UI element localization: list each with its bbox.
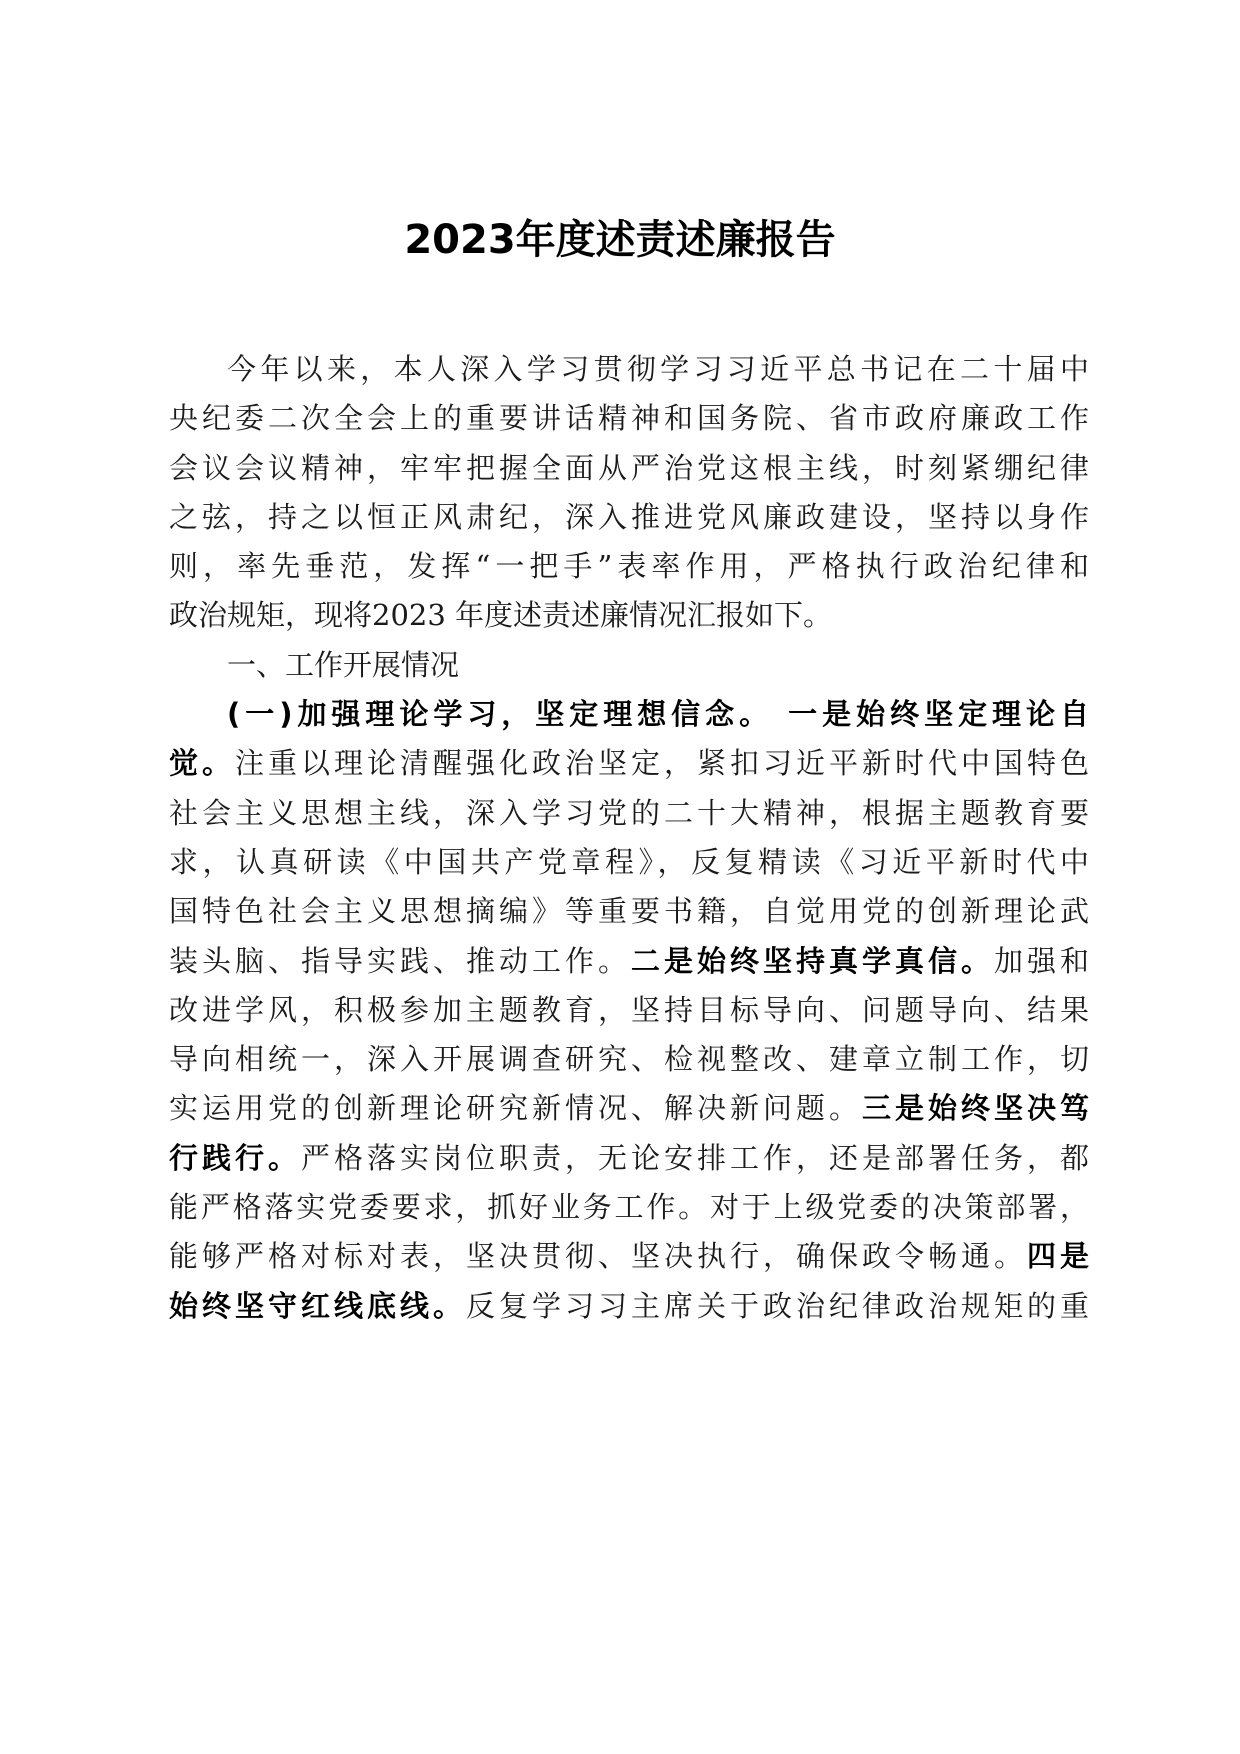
text-run: 之弦，持之以恒正风肃纪，深入推进党风廉政建设，坚持以身作 bbox=[169, 499, 1089, 534]
text-line bbox=[169, 1035, 1089, 1084]
text-run: 能够严格对标对表，坚决贯彻、坚决执行，确保政令畅通。 bbox=[169, 1239, 1027, 1274]
text-run: 国特色社会主义思想摘编》等重要书籍，自觉用党的创新理论武 bbox=[169, 894, 1089, 929]
text-line bbox=[169, 542, 1089, 591]
section-heading bbox=[169, 641, 1089, 690]
document-title: 2023年度述责述廉报告 bbox=[404, 217, 836, 263]
text-run: 则，率先垂范，发挥“一把手”表率作用，严格执行政治纪律和 bbox=[169, 549, 1089, 584]
text-line bbox=[169, 739, 1089, 788]
text-run: 央纪委二次全会上的重要讲话精神和国务院、省市政府廉政工作 bbox=[169, 401, 1089, 436]
bold-text-run: 觉。 bbox=[169, 746, 235, 781]
text-run: 一、工作开展情况 bbox=[227, 647, 460, 682]
text-line bbox=[169, 1282, 1089, 1331]
text-run: 严格落实岗位职责，无论安排工作，还是部署任务，都 bbox=[301, 1140, 1089, 1175]
text-run: 反复学习习主席关于政治纪律政治规矩的重 bbox=[466, 1288, 1089, 1323]
text-run: 导向相统一，深入开展调查研究、检视整改、建章立制工作，切 bbox=[169, 1042, 1089, 1077]
bold-text-run: 三是始终坚决笃 bbox=[861, 1091, 1089, 1126]
text-line bbox=[169, 394, 1089, 443]
text-line bbox=[169, 444, 1089, 493]
text-line bbox=[169, 345, 1089, 394]
text-line bbox=[169, 1232, 1089, 1281]
subsection-heading-line bbox=[169, 690, 1089, 739]
text-line bbox=[169, 937, 1089, 986]
text-run: 实运用党的创新理论研究新情况、解决新问题。 bbox=[169, 1091, 862, 1126]
text-run: 今年以来，本人深入学习贯彻学习习近平总书记在二十届中 bbox=[227, 352, 1089, 386]
bold-text-run: 四是 bbox=[1026, 1239, 1089, 1274]
text-line bbox=[169, 838, 1089, 887]
text-run: 改进学风，积极参加主题教育，坚持目标导向、问题导向、结果 bbox=[169, 992, 1089, 1027]
text-line bbox=[169, 591, 1089, 640]
text-line bbox=[169, 1134, 1089, 1183]
document-body bbox=[169, 345, 1089, 1331]
text-line bbox=[169, 789, 1089, 838]
text-run: 能严格落实党委要求，抓好业务工作。对于上级党委的决策部署， bbox=[169, 1190, 1089, 1225]
bold-text-run: 始终坚守红线底线。 bbox=[169, 1288, 466, 1323]
text-run: 装头脑、指导实践、推动工作。 bbox=[169, 943, 631, 978]
text-line bbox=[169, 887, 1089, 936]
text-run: 注重以理论清醒强化政治坚定，紧扣习近平新时代中国特色 bbox=[235, 746, 1089, 781]
text-run: 求，认真研读《中国共产党章程》，反复精读《习近平新时代中 bbox=[169, 844, 1089, 879]
text-run: 会议会议精神，牢牢把握全面从严治党这根主线，时刻紧绷纪律 bbox=[169, 450, 1089, 485]
text-line bbox=[169, 1084, 1089, 1133]
text-line bbox=[169, 986, 1089, 1035]
text-line bbox=[169, 493, 1089, 542]
text-run: 政治规矩，现将2023 年度述责述廉情况汇报如下。 bbox=[169, 598, 833, 633]
bold-text-run: (一)加强理论学习，坚定理想信念。 一是始终坚定理论自 bbox=[227, 697, 1089, 732]
bold-text-run: 行践行。 bbox=[169, 1140, 301, 1175]
bold-text-run: 二是始终坚持真学真信。 bbox=[630, 943, 994, 978]
text-run: 社会主义思想主线，深入学习党的二十大精神，根据主题教育要 bbox=[169, 795, 1089, 830]
text-line bbox=[169, 1183, 1089, 1232]
text-run: 加强和 bbox=[993, 943, 1089, 978]
